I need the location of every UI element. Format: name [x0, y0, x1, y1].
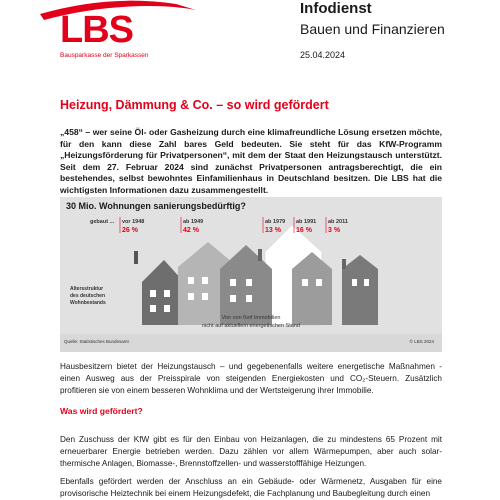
side-label-3: Wohnbestands: [70, 300, 106, 306]
period-label-4: ab 1991: [296, 219, 317, 225]
period-value-5: 3 %: [328, 227, 341, 234]
caption-line-1: Vier von fünf Immobilien: [221, 315, 281, 321]
article-intro: „458“ – wer seine Öl- oder Gasheizung durch eine klimafreundliche Lösung ersetzen möchte, für den kann diese Zahl bares Geld bedeuten. Sie steht für das KfW-Programm „Heizungsförderung für Privatpersonen“, mit dem der Staat den Heizungstausch unterstützt. Seit dem 27. Februar 2024 sind zunächst Privatpersonen antragsberechtigt, die ein bestehendes, selbst bewohntes Einfamilienhaus in Deutschland besitzen. Die LBS hat die wichtigsten Informationen dazu zusammengestellt.: [60, 127, 442, 195]
infographic-copyright: © LBS 2024: [409, 339, 434, 344]
period-label-2: ab 1949: [183, 219, 204, 225]
side-label-2: des deutschen: [70, 293, 106, 299]
period-value-1: 26 %: [122, 227, 138, 234]
built-label: gebaut ...: [90, 219, 115, 225]
article-paragraph-3: Ebenfalls gefördert werden der Anschluss an ein Gebäude- oder Wärmenetz, Ausgaben für eine provisorische Heiztechnik bei einem Heizungsdefekt, die Fachplanung und Baubegleitung durch einen: [60, 477, 442, 499]
period-label-5: ab 2011: [328, 219, 348, 225]
article-paragraph-2: Den Zuschuss der KfW gibt es für den Einbau von Heizanlagen, die zu mindestens 65 Prozent mit erneuerbarer Energie betrieben werden. Dazu zählen vor allem Wärmepumpen, aber auch solar-thermische Anlagen, Biomasse-, Brennstoffzellen- und wasserstofffähige Heizungen.: [60, 435, 442, 469]
houses-illustration: [60, 197, 442, 334]
header-subtitle: Bauen und Finanzieren: [300, 21, 445, 37]
period-label-3: ab 1979: [265, 219, 286, 225]
article-subheading: Was wird gefördert?: [60, 406, 143, 416]
caption-line-2: nicht auf aktuellem energetischen Stand: [202, 323, 300, 329]
article-heading: Heizung, Dämmung & Co. – so wird gefördert: [60, 98, 329, 112]
period-label-1: vor 1948: [122, 219, 145, 225]
logo-text: LBS: [60, 9, 133, 51]
side-label-1: Altersstruktur: [70, 286, 104, 292]
logo-subtitle: Bausparkasse der Sparkassen: [60, 52, 149, 59]
header-title: Infodienst: [300, 0, 372, 17]
infographic-footer: [60, 334, 442, 352]
infographic: [60, 197, 442, 352]
period-value-3: 13 %: [265, 227, 281, 234]
lbs-logo: [0, 0, 250, 80]
period-value-4: 16 %: [296, 227, 312, 234]
header-info: [300, 0, 445, 60]
period-value-2: 42 %: [183, 227, 199, 234]
article-paragraph-1: Hausbesitzern bietet der Heizungstausch – und gegebenenfalls weitere energetische Maßnahmen - einen Ausweg aus der Preisspirale von steigenden Energiekosten und CO₂-Steuern. Zusätzlich profitieren sie von einem besseren Wohnklima und der Wertsteigerung ihrer Immobilie.: [60, 362, 442, 396]
infographic-source: Quelle: Statistisches Bundesamt: [64, 339, 129, 344]
header-date: 25.04.2024: [300, 50, 346, 60]
infographic-title: 30 Mio. Wohnungen sanierungsbedürftig?: [66, 201, 246, 211]
